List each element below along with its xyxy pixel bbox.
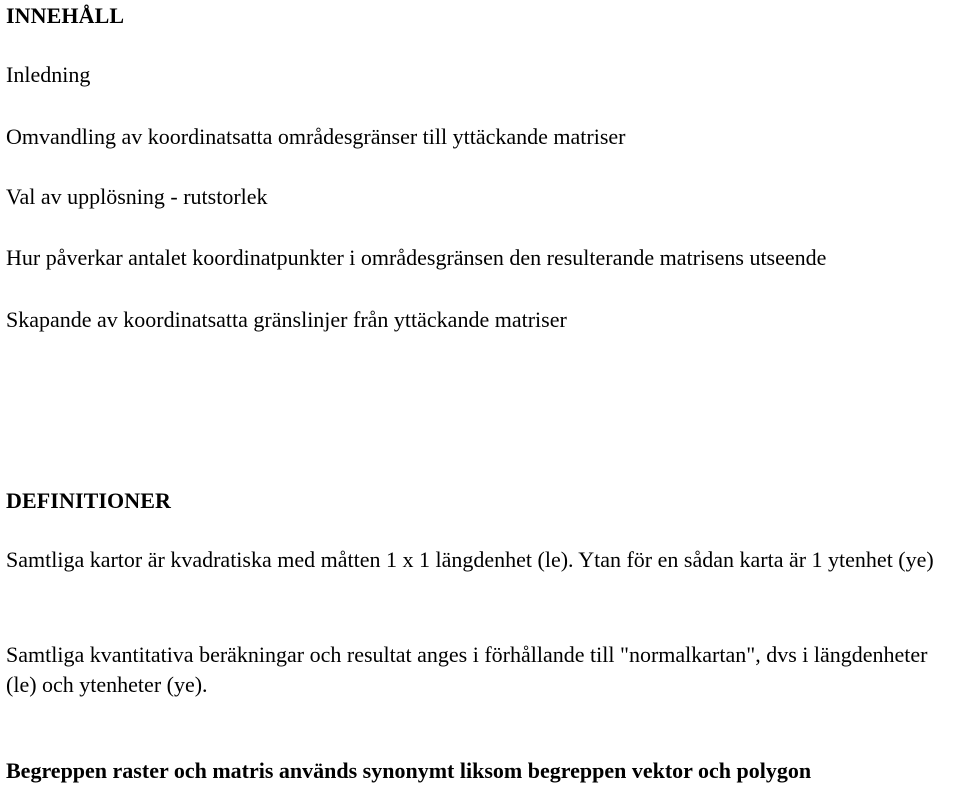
definition-bold-statement: Begreppen raster och matris används synonymt liksom begreppen vektor och polygon — [6, 758, 812, 783]
toc-item-introduction: Inledning — [6, 62, 91, 87]
definition-paragraph-map-size: Samtliga kartor är kvadratiska med måtten 1 x 1 längdenhet (le). Ytan för en sådan karta är 1 ytenhet (ye) — [6, 547, 934, 572]
definitions-heading: DEFINITIONER — [6, 488, 172, 513]
contents-heading: INNEHÅLL — [6, 3, 125, 28]
toc-item-coordinate-points: Hur påverkar antalet koordinatpunkter i områdesgränsen den resulterande matrisens utseende — [6, 245, 827, 270]
definition-paragraph-units: Samtliga kvantitativa beräkningar och resultat anges i förhållande till "normalkartan", dvs i längdenheter (le) och ytenheter (ye). — [6, 642, 928, 697]
toc-item-resolution: Val av upplösning - rutstorlek — [6, 184, 268, 209]
toc-item-conversion: Omvandling av koordinatsatta områdesgränser till yttäckande matriser — [6, 124, 626, 149]
toc-item-boundary-lines: Skapande av koordinatsatta gränslinjer från yttäckande matriser — [6, 307, 567, 332]
